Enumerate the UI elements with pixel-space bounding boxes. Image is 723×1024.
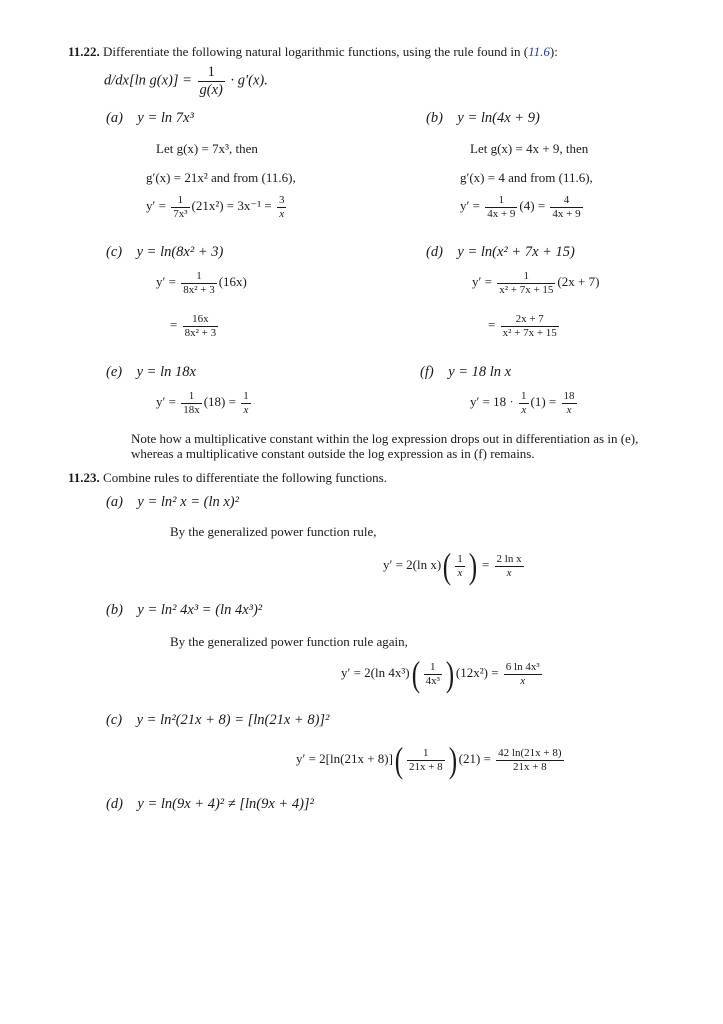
problem-11-22-heading [68, 44, 558, 60]
result-denominator: 21x + 8 [512, 760, 547, 773]
p1123-part-b-description: By the generalized power function rule again, [170, 634, 408, 649]
fraction-numerator: 1 [497, 270, 555, 284]
problem-number: 11.23. [68, 470, 100, 485]
result-denominator: x [520, 674, 526, 687]
function: y = ln² x = (ln x)² [137, 494, 239, 510]
fraction-denominator: 21x + 8 [408, 760, 443, 773]
fraction-denominator: x² + 7x + 15 [499, 283, 554, 296]
result-numerator: 4 [550, 194, 582, 208]
p1123-part-a-equation [106, 494, 239, 511]
derivative-lhs: y′ = [460, 198, 480, 214]
part-e-derivative [156, 390, 253, 416]
result-denominator: 4x + 9 [552, 207, 581, 220]
derivative-middle: (21) = [458, 750, 491, 766]
result-denominator: x [566, 403, 572, 416]
fraction-denominator: 4x³ [425, 674, 440, 687]
equation-reference-link[interactable]: 11.6 [528, 44, 550, 59]
derivative-lhs: y′ = 2[ln(21x + 8)] [296, 750, 393, 766]
part-b-step-1: Let g(x) = 4x + 9, then [470, 141, 589, 156]
function: y = ln(9x + 4)² ≠ [ln(9x + 4)]² [137, 796, 314, 812]
fraction-denominator: 18x [183, 403, 200, 416]
p1123-part-c-equation [106, 712, 329, 729]
p1123-part-a-description: By the generalized power function rule, [170, 524, 377, 539]
part-label: (d) [426, 244, 443, 260]
function: y = ln 18x [136, 364, 196, 380]
problem-11-23-heading [68, 470, 387, 486]
derivative-lhs: y′ = [146, 198, 166, 214]
derivative-lhs: y′ = [156, 274, 176, 290]
result-denominator: x [243, 403, 249, 416]
problem-number: 11.22. [68, 44, 100, 59]
part-a-step-1: Let g(x) = 7x³, then [156, 141, 258, 156]
part-c-derivative [156, 270, 247, 296]
derivative-lhs: y′ = [156, 394, 176, 410]
derivative-middle: (4) = [519, 198, 546, 214]
result-numerator: 3 [278, 194, 285, 206]
derivative-lhs: y′ = [472, 274, 492, 290]
fraction-numerator: 1 [485, 194, 517, 208]
fraction-numerator: 1 [424, 661, 442, 675]
fraction-denominator: x [521, 403, 527, 416]
equals-sign: = [170, 317, 178, 333]
part-a-step-2: g′(x) = 21x² and from (11.6), [146, 170, 296, 185]
fraction-denominator: x [457, 566, 463, 579]
equals-sign: = [481, 556, 490, 572]
derivative-middle: (1) = [530, 394, 557, 410]
function: y = ln²(21x + 8) = [ln(21x + 8)]² [136, 712, 330, 728]
note-paragraph: Note how a multiplicative constant within the log expression drops out in differentiation as in (e), whereas a multiplicative constant outside the log expression as in (f) remains. [131, 431, 639, 461]
rule-rhs: · g′(x). [230, 72, 268, 89]
part-label: (f) [420, 364, 434, 380]
equals-sign: = [488, 317, 496, 333]
function: y = 18 ln x [448, 364, 512, 380]
p1123-part-c-derivative: y′ = 2[ln(21x + 8)]( $\frac{1}{21x + 8}$ ) (21) = $\frac{42 \ln(21x + 8)}{21x + 8}$ [296, 740, 562, 780]
result-numerator: 1 [243, 390, 249, 402]
part-d-simplified [488, 313, 561, 339]
result-denominator: x² + 7x + 15 [502, 326, 557, 339]
derivative-middle: (2x + 7) [557, 274, 600, 290]
part-label: (a) [106, 494, 123, 510]
part-d-equation [426, 244, 575, 261]
part-label: (a) [106, 110, 123, 126]
part-label: (c) [106, 244, 123, 260]
fraction-denominator: 4x + 9 [487, 207, 516, 220]
function: y = ln(4x + 9) [457, 110, 540, 126]
rule-lhs: d/dx[ln g(x)] = [104, 72, 192, 89]
part-label: (d) [106, 796, 123, 812]
part-c-simplified [170, 313, 220, 339]
derivative-middle: (18) = [203, 394, 236, 410]
part-b-derivative [460, 194, 585, 220]
problem-text: Differentiate the following natural logarithmic functions, using the rule found in ( [103, 44, 529, 59]
fraction-denominator: 8x² + 3 [183, 283, 215, 296]
derivative-lhs: y′ = 18 · [470, 394, 514, 410]
function: y = ln(x² + 7x + 15) [457, 244, 575, 260]
part-c-equation [106, 244, 223, 261]
fraction-numerator: 1 [181, 390, 202, 404]
fraction-denominator: 7x³ [173, 207, 188, 220]
derivative-lhs: y′ = 2(ln 4x³) [341, 664, 410, 680]
part-a-equation [106, 110, 194, 127]
result-denominator: x [279, 207, 285, 220]
result-numerator: 2x + 7 [501, 313, 559, 327]
problem-text-end: ): [549, 44, 558, 59]
problem-text: Combine rules to differentiate the following functions. [103, 470, 387, 485]
part-label: (e) [106, 364, 123, 380]
part-f-derivative [470, 390, 579, 416]
fraction-numerator: 1 [457, 552, 463, 565]
fraction-numerator: 1 [407, 747, 445, 761]
p1123-part-b-derivative: y′ = 2(ln 4x³)( $\frac{1}{\text{4x³}}$ ) (12x²) = $\frac{\text{6 ln 4x³}}{x}$ [341, 654, 540, 694]
function: y = ln 7x³ [137, 110, 194, 126]
result-numerator: 18 [563, 390, 575, 402]
function: y = ln(8x² + 3) [136, 244, 224, 260]
derivative-rule [104, 64, 268, 98]
p1123-part-a-derivative: y′ = 2(ln x)( $\frac{1}{x}$ ) = $\frac{\text{2 ln x}}{x}$ [383, 546, 522, 586]
function: y = ln² 4x³ = (ln 4x³)² [137, 602, 263, 618]
part-label: (b) [106, 602, 123, 618]
fraction-numerator: 1 [171, 194, 189, 208]
rule-denominator: g(x) [199, 81, 223, 98]
part-label: (c) [106, 712, 123, 728]
p1123-part-b-equation [106, 602, 262, 619]
result-denominator: 8x² + 3 [184, 326, 217, 339]
fraction-numerator: 1 [521, 390, 527, 402]
derivative-lhs: y′ = 2(ln x) [383, 556, 442, 572]
fraction-numerator: 1 [181, 270, 217, 284]
derivative-middle: (21x²) = 3x⁻¹ = [191, 198, 272, 214]
result-denominator: x [506, 566, 512, 579]
part-d-derivative [472, 270, 599, 296]
result-numerator: 6 ln 4x³ [505, 660, 540, 673]
derivative-middle: (16x) [218, 274, 247, 290]
part-e-equation [106, 364, 196, 381]
part-label: (b) [426, 110, 443, 126]
rule-numerator: 1 [198, 64, 225, 82]
p1123-part-d-equation [106, 796, 314, 813]
part-f-equation [420, 364, 511, 381]
result-numerator: 16x [183, 313, 219, 327]
result-numerator: 42 ln(21x + 8) [498, 746, 562, 759]
part-a-derivative [146, 194, 288, 220]
result-numerator: 2 ln x [496, 552, 522, 565]
part-b-step-2: g′(x) = 4 and from (11.6), [460, 170, 593, 185]
derivative-middle: (12x²) = [455, 664, 499, 680]
part-b-equation [426, 110, 540, 127]
